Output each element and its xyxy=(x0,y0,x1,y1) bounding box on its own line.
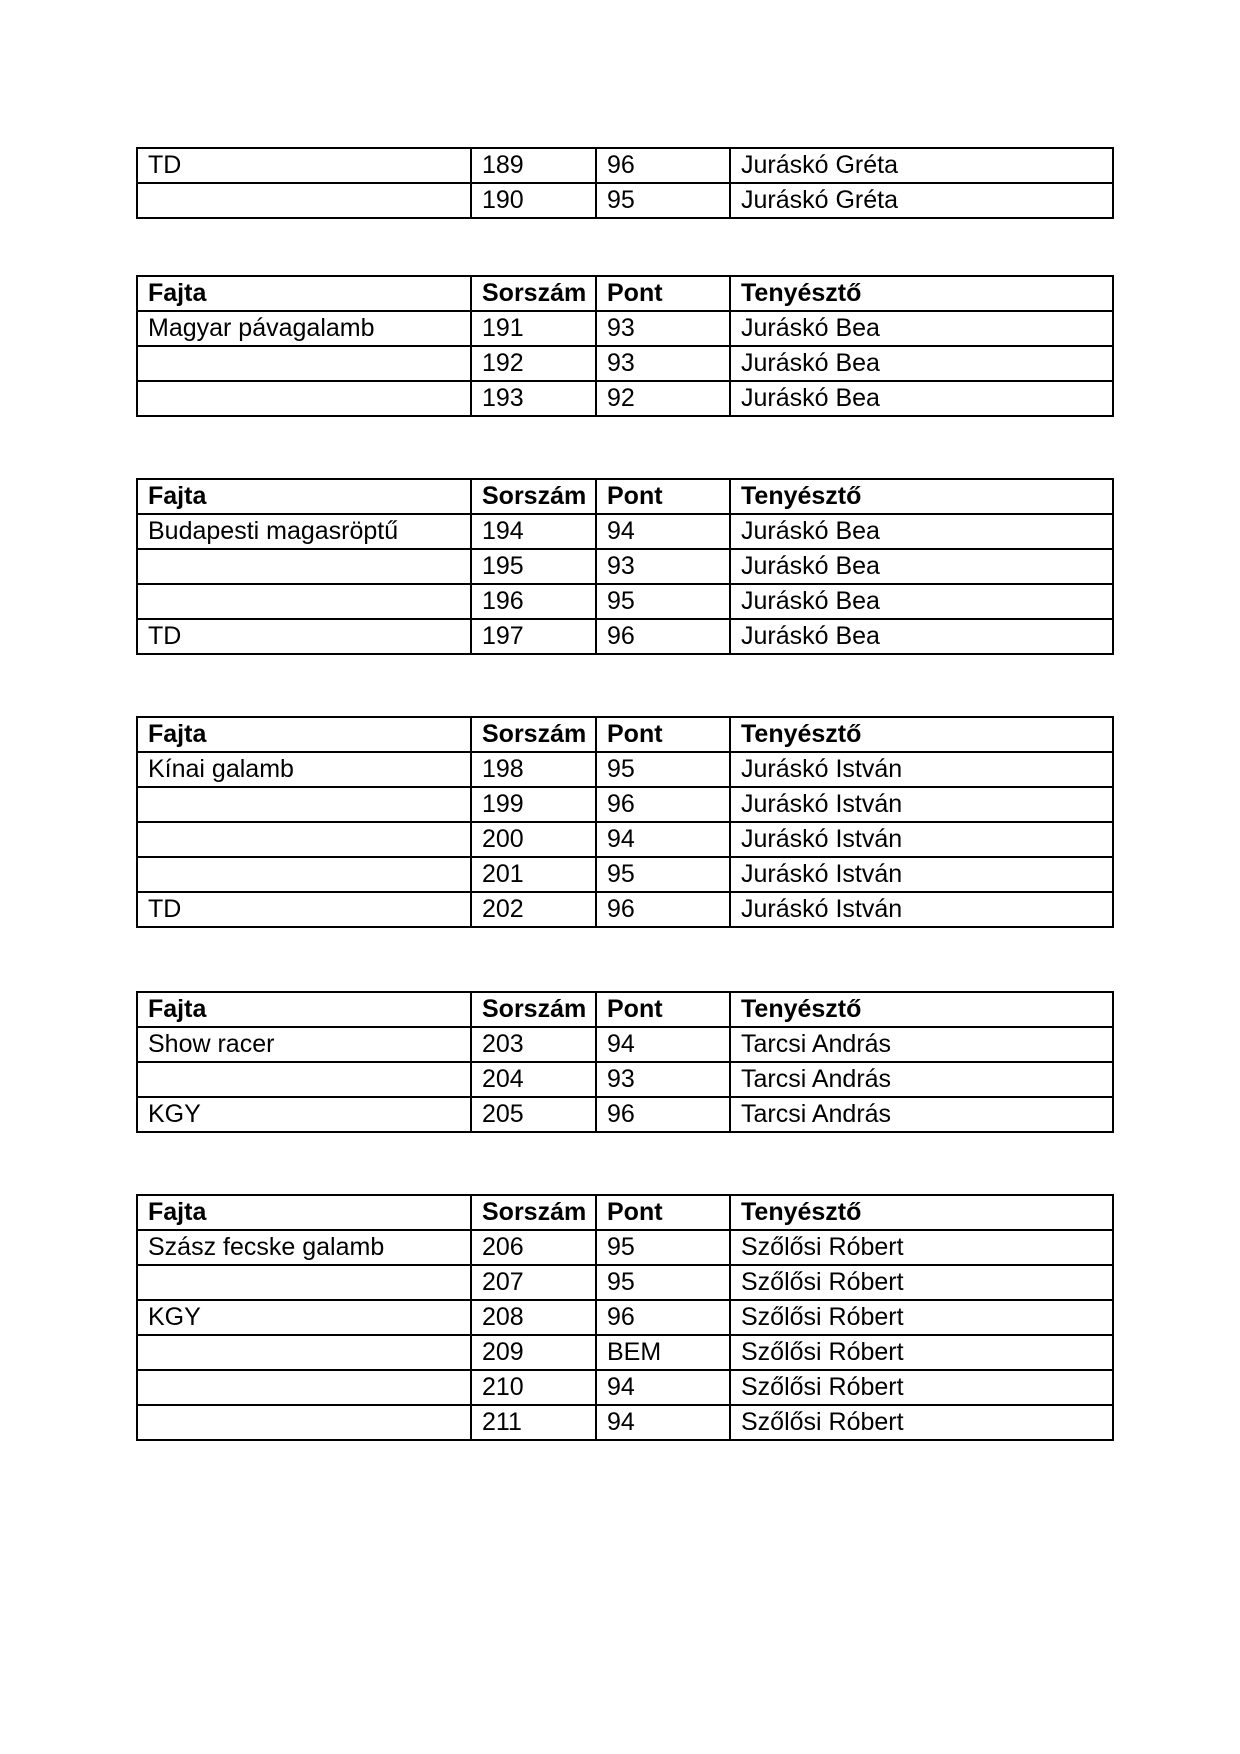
header-fajta: Fajta xyxy=(137,717,471,752)
cell-fajta xyxy=(137,584,471,619)
header-fajta: Fajta xyxy=(137,1195,471,1230)
cell-pont: 96 xyxy=(596,148,730,183)
cell-fajta xyxy=(137,787,471,822)
table-row xyxy=(137,1265,1113,1300)
table-header-row xyxy=(137,717,1113,752)
entry-table xyxy=(136,478,1114,655)
cell-pont: 94 xyxy=(596,514,730,549)
cell-sorszam: 192 xyxy=(471,346,596,381)
cell-tenyeszto: Szőlősi Róbert xyxy=(730,1370,1113,1405)
table-row xyxy=(137,514,1113,549)
table-row xyxy=(137,892,1113,927)
cell-sorszam: 195 xyxy=(471,549,596,584)
cell-sorszam: 193 xyxy=(471,381,596,416)
cell-pont: 93 xyxy=(596,346,730,381)
table-row xyxy=(137,346,1113,381)
cell-fajta xyxy=(137,346,471,381)
header-fajta: Fajta xyxy=(137,992,471,1027)
cell-fajta xyxy=(137,857,471,892)
cell-fajta: KGY xyxy=(137,1300,471,1335)
cell-fajta: TD xyxy=(137,619,471,654)
cell-pont: 94 xyxy=(596,1370,730,1405)
cell-fajta xyxy=(137,381,471,416)
cell-sorszam: 199 xyxy=(471,787,596,822)
cell-fajta: KGY xyxy=(137,1097,471,1132)
cell-tenyeszto: Juráskó Bea xyxy=(730,346,1113,381)
header-tenyeszto: Tenyésztő xyxy=(730,992,1113,1027)
header-sorszam: Sorszám xyxy=(471,1195,596,1230)
cell-sorszam: 210 xyxy=(471,1370,596,1405)
header-fajta: Fajta xyxy=(137,276,471,311)
cell-fajta xyxy=(137,1405,471,1440)
header-pont: Pont xyxy=(596,276,730,311)
cell-pont: 95 xyxy=(596,857,730,892)
table-row xyxy=(137,148,1113,183)
cell-fajta xyxy=(137,183,471,218)
cell-fajta: Budapesti magasröptű xyxy=(137,514,471,549)
entry-table xyxy=(136,1194,1114,1441)
cell-sorszam: 200 xyxy=(471,822,596,857)
cell-pont: 96 xyxy=(596,1097,730,1132)
table-row xyxy=(137,1027,1113,1062)
table-row xyxy=(137,1370,1113,1405)
cell-tenyeszto: Juráskó Gréta xyxy=(730,148,1113,183)
cell-pont: 96 xyxy=(596,619,730,654)
cell-pont: 95 xyxy=(596,1230,730,1265)
cell-sorszam: 207 xyxy=(471,1265,596,1300)
cell-sorszam: 194 xyxy=(471,514,596,549)
cell-sorszam: 191 xyxy=(471,311,596,346)
cell-pont: 95 xyxy=(596,1265,730,1300)
cell-tenyeszto: Juráskó Bea xyxy=(730,619,1113,654)
cell-tenyeszto: Tarcsi András xyxy=(730,1062,1113,1097)
cell-pont: 93 xyxy=(596,549,730,584)
cell-tenyeszto: Juráskó István xyxy=(730,752,1113,787)
header-sorszam: Sorszám xyxy=(471,276,596,311)
header-pont: Pont xyxy=(596,992,730,1027)
cell-tenyeszto: Juráskó Bea xyxy=(730,584,1113,619)
cell-fajta: TD xyxy=(137,148,471,183)
table-header-row xyxy=(137,992,1113,1027)
cell-tenyeszto: Juráskó Gréta xyxy=(730,183,1113,218)
table-row xyxy=(137,584,1113,619)
cell-sorszam: 202 xyxy=(471,892,596,927)
cell-tenyeszto: Juráskó István xyxy=(730,892,1113,927)
cell-tenyeszto: Juráskó Bea xyxy=(730,549,1113,584)
cell-sorszam: 211 xyxy=(471,1405,596,1440)
cell-sorszam: 204 xyxy=(471,1062,596,1097)
cell-pont: BEM xyxy=(596,1335,730,1370)
table-row xyxy=(137,381,1113,416)
cell-pont: 95 xyxy=(596,584,730,619)
cell-fajta: Show racer xyxy=(137,1027,471,1062)
cell-pont: 94 xyxy=(596,822,730,857)
table-row xyxy=(137,619,1113,654)
cell-sorszam: 208 xyxy=(471,1300,596,1335)
cell-tenyeszto: Szőlősi Róbert xyxy=(730,1300,1113,1335)
header-sorszam: Sorszám xyxy=(471,992,596,1027)
entry-table xyxy=(136,716,1114,928)
cell-sorszam: 201 xyxy=(471,857,596,892)
cell-pont: 94 xyxy=(596,1027,730,1062)
cell-pont: 93 xyxy=(596,1062,730,1097)
cell-tenyeszto: Juráskó Bea xyxy=(730,514,1113,549)
cell-tenyeszto: Tarcsi András xyxy=(730,1097,1113,1132)
cell-tenyeszto: Szőlősi Róbert xyxy=(730,1335,1113,1370)
cell-fajta xyxy=(137,1370,471,1405)
cell-sorszam: 206 xyxy=(471,1230,596,1265)
cell-fajta: TD xyxy=(137,892,471,927)
table-header-row xyxy=(137,479,1113,514)
cell-sorszam: 196 xyxy=(471,584,596,619)
header-pont: Pont xyxy=(596,1195,730,1230)
cell-sorszam: 205 xyxy=(471,1097,596,1132)
cell-fajta xyxy=(137,549,471,584)
cell-fajta: Magyar pávagalamb xyxy=(137,311,471,346)
header-tenyeszto: Tenyésztő xyxy=(730,479,1113,514)
entry-table xyxy=(136,991,1114,1133)
cell-fajta xyxy=(137,1265,471,1300)
entry-table xyxy=(136,275,1114,417)
header-pont: Pont xyxy=(596,479,730,514)
entry-table xyxy=(136,147,1114,219)
table-header-row xyxy=(137,1195,1113,1230)
cell-sorszam: 209 xyxy=(471,1335,596,1370)
table-row xyxy=(137,1335,1113,1370)
cell-fajta xyxy=(137,1062,471,1097)
table-row xyxy=(137,1097,1113,1132)
cell-fajta xyxy=(137,1335,471,1370)
header-fajta: Fajta xyxy=(137,479,471,514)
cell-fajta xyxy=(137,822,471,857)
cell-tenyeszto: Szőlősi Róbert xyxy=(730,1265,1113,1300)
table-row xyxy=(137,787,1113,822)
header-sorszam: Sorszám xyxy=(471,717,596,752)
cell-tenyeszto: Juráskó Bea xyxy=(730,311,1113,346)
table-header-row xyxy=(137,276,1113,311)
cell-pont: 92 xyxy=(596,381,730,416)
table-row xyxy=(137,752,1113,787)
cell-pont: 96 xyxy=(596,892,730,927)
table-row xyxy=(137,1405,1113,1440)
cell-fajta: Szász fecske galamb xyxy=(137,1230,471,1265)
table-row xyxy=(137,822,1113,857)
table-row xyxy=(137,183,1113,218)
cell-pont: 95 xyxy=(596,752,730,787)
cell-tenyeszto: Szőlősi Róbert xyxy=(730,1405,1113,1440)
cell-pont: 94 xyxy=(596,1405,730,1440)
cell-sorszam: 203 xyxy=(471,1027,596,1062)
cell-fajta: Kínai galamb xyxy=(137,752,471,787)
cell-sorszam: 189 xyxy=(471,148,596,183)
table-row xyxy=(137,1230,1113,1265)
cell-pont: 96 xyxy=(596,787,730,822)
cell-tenyeszto: Juráskó István xyxy=(730,822,1113,857)
cell-tenyeszto: Szőlősi Róbert xyxy=(730,1230,1113,1265)
cell-tenyeszto: Juráskó István xyxy=(730,857,1113,892)
cell-pont: 96 xyxy=(596,1300,730,1335)
header-sorszam: Sorszám xyxy=(471,479,596,514)
cell-tenyeszto: Juráskó Bea xyxy=(730,381,1113,416)
header-pont: Pont xyxy=(596,717,730,752)
table-row xyxy=(137,1300,1113,1335)
cell-sorszam: 190 xyxy=(471,183,596,218)
cell-tenyeszto: Juráskó István xyxy=(730,787,1113,822)
cell-pont: 93 xyxy=(596,311,730,346)
cell-sorszam: 198 xyxy=(471,752,596,787)
header-tenyeszto: Tenyésztő xyxy=(730,717,1113,752)
header-tenyeszto: Tenyésztő xyxy=(730,276,1113,311)
header-tenyeszto: Tenyésztő xyxy=(730,1195,1113,1230)
table-row xyxy=(137,549,1113,584)
cell-sorszam: 197 xyxy=(471,619,596,654)
cell-pont: 95 xyxy=(596,183,730,218)
table-row xyxy=(137,857,1113,892)
table-row xyxy=(137,1062,1113,1097)
cell-tenyeszto: Tarcsi András xyxy=(730,1027,1113,1062)
table-row xyxy=(137,311,1113,346)
